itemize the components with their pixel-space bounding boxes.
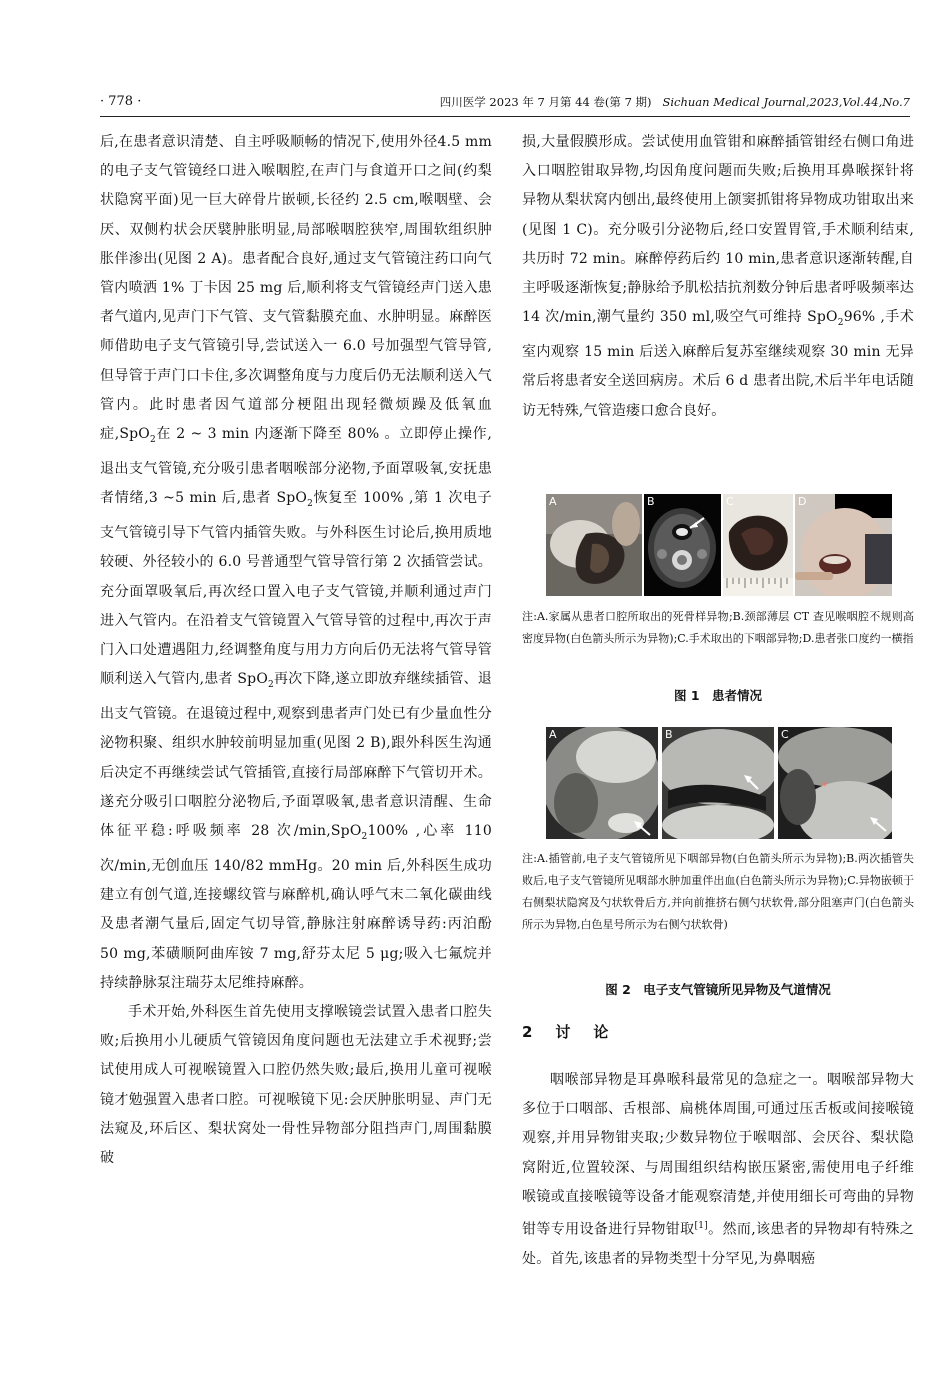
case-paragraph-3: 损,大量假膜形成。尝试使用血管钳和麻醉插管钳经右侧口角进入口咽腔钳取异物,均因角度问题而失败;后换用耳鼻喉探针将异物从梨状窝内刨出,最终使用上颌窦抓钳将异物成功钳取出来(见图 1 C)。充分吸引分泌物后,经口安置胃管,手术顺利结束,共历时 72 min。麻醉停药后约 10 min,患者意识逐渐转醒,自主呼吸逐渐恢复;静脉给予肌松拮抗剂数分钟后患者呼吸频率达 14 次/min,潮气量约 350 ml,吸空气可维持 SpO$_2$96% ,手术室内观察 15 min 后送入麻醉后复苏室继续观察 30 min 无异常后将患者安全送回病房。术后 6 d 患者出院,术后半年电话随访无特殊,气管造瘘口愈合良好。 [522,134,914,419]
figure-1b-label: B [647,495,655,508]
figure-1a-bone-fragment-photo [546,494,642,596]
figure-2a-endoscopy-before-intubation [546,727,658,839]
figure-1b-ct-scan [644,494,721,596]
left-column [100,128,492,1173]
svg-text:*: * [822,781,827,792]
figure-2b-endoscopy-edema-bleeding [662,727,774,839]
figure-2-note: 注:A.插管前,电子支气管镜所见下咽部异物(白色箭头所示为异物);B.两次插管失败后,电子支气管镜所见咽部水肿加重伴出血(白色箭头所示为异物);C.异物嵌顿于右侧梨状隐窝及勺状软骨后方,并向前推挤右侧勺状软骨,部分阻塞声门(白色箭头所示为异物,白色星号所示为右侧勺状软骨) [522,852,914,931]
figure-2-caption: 图 2 电子支气管镜所见异物及气道情况 [605,982,831,997]
figure-1d-patient-mouth-photo [795,494,892,596]
figure-1 [546,494,892,596]
journal-name-en: Sichuan Medical Journal,2023,Vol.44,No.7 [662,95,910,109]
journal-citation [440,92,910,112]
section-title-discussion: 2 讨 论 [522,1023,613,1041]
figure-1c-removed-foreign-body-photo [723,494,793,596]
page-number: · 778 · [100,94,142,109]
figure-1-caption: 图 1 患者情况 [673,688,763,703]
figure-2 [546,727,892,839]
figure-1d-label: D [798,495,807,508]
reference-1: [1] [694,1221,708,1232]
right-column-top [522,128,914,426]
running-header [100,92,910,117]
figure-1c-label: C [726,495,734,508]
discussion-paragraph-1: 咽喉部异物是耳鼻喉科最常见的急症之一。咽喉部异物大多位于口咽部、舌根部、扁桃体周围,可通过压舌板或间接喉镜观察,并用异物钳夹取;少数异物位于喉咽部、会厌谷、梨状隐窝附近,位置较深、与周围组织结构嵌压紧密,需使用电子纤维喉镜或直接喉镜等设备才能观察清楚,并使用细长可弯曲的异物钳等专用设备进行异物钳取[1]。然而,该患者的异物却有特殊之处。首先,该患者的异物类型十分罕见,为鼻咽癌 [522,1072,914,1267]
figure-2c-endoscopy-piriform-sinus [778,727,892,839]
figure-2b-label: B [665,728,673,741]
figure-1a-label: A [549,495,557,508]
right-column-discussion [522,1066,914,1274]
case-paragraph-1: 后,在患者意识清楚、自主呼吸顺畅的情况下,使用外径4.5 mm的电子支气管镜经口进入喉咽腔,在声门与食道开口之间(约梨状隐窝平面)见一巨大碎骨片嵌顿,长径约 2.5 cm,喉咽壁、会厌、双侧杓状会厌襞肿胀明显,局部喉咽腔狭窄,周围软组织肿胀伴渗出(见图 2 A)。患者配合良好,通过支气管镜注药口向气管内喷洒 1% 丁卡因 25 mg 后,顺利将支气管镜经声门送入患者气道内,见声门下气管、支气管黏膜充血、水肿明显。麻醉医师借助电子支气管镜引导,尝试送入一 6.0 号加强型气管导管,但导管于声门口卡住,多次调整角度与力度后仍无法顺利送入气管内。此时患者因气道部分梗阻出现轻微烦躁及低氧血症,SpO$_2$在 2 ~ 3 min 内逐渐下降至 80% 。立即停止操作,退出支气管镜,充分吸引患者咽喉部分泌物,予面罩吸氧,安抚患者情绪,3 ~5 min 后,患者 SpO$_2$恢复至 100% ,第 1 次电子支气管镜引导下气管内插管失败。与外科医生讨论后,换用质地较硬、外径较小的 6.0 号普通型气管导管行第 2 次插管尝试。充分面罩吸氧后,再次经口置入电子支气管镜,并顺利通过声门进入气管内。在沿着支气管镜置入气管导管的过程中,再次于声门入口处遭遇阻力,经调整角度与用力方向后仍无法将气管导管顺利送入气管内,患者 SpO$_2$再次下降,遂立即放弃继续插管、退出支气管镜。在退镜过程中,观察到患者声门处已有少量血性分泌物积聚、组织水肿较前明显加重(见图 2 B),跟外科医生沟通后决定不再继续尝试气管插管,直接行局部麻醉下气管切开术。遂充分吸引口咽腔分泌物后,予面罩吸氧,患者意识清醒、生命体征平稳:呼吸频率 28 次/min,SpO$_2$100% ,心率 110 次/min,无创血压 140/82 mmHg。20 min 后,外科医生成功建立有创气道,连接螺纹管与麻醉机,确认呼气末二氧化碳曲线及患者潮气量后,固定气切导管,静脉注射麻醉诱导药:丙泊酚 50 mg,苯磺顺阿曲库铵 7 mg,舒芬太尼 5 μg;吸入七氟烷并持续静脉泵注瑞芬太尼维持麻醉。 [100,134,493,991]
figure-2c-label: C [781,728,789,741]
journal-name-cn: 四川医学 2023 年 7 月第 44 卷(第 7 期) [439,95,652,109]
case-paragraph-2: 手术开始,外科医生首先使用支撑喉镜尝试置入患者口腔失败;后换用小儿硬质气管镜因角度问题也无法建立手术视野;尝试使用成人可视喉镜置入口腔仍然失败;最后,换用儿童可视喉镜才勉强置入患者口腔。可视喉镜下见:会厌肿胀明显、声门无法窥及,环后区、梨状窝处一骨性异物部分阻挡声门,周围黏膜破 [100,1004,492,1167]
figure-2a-label: A [549,728,557,741]
figure-1-note: 注:A.家属从患者口腔所取出的死骨样异物;B.颈部薄层 CT 查见喉咽腔不规则高密度异物(白色箭头所示为异物);C.手术取出的下咽部异物;D.患者张口度约一横指 [522,610,914,645]
